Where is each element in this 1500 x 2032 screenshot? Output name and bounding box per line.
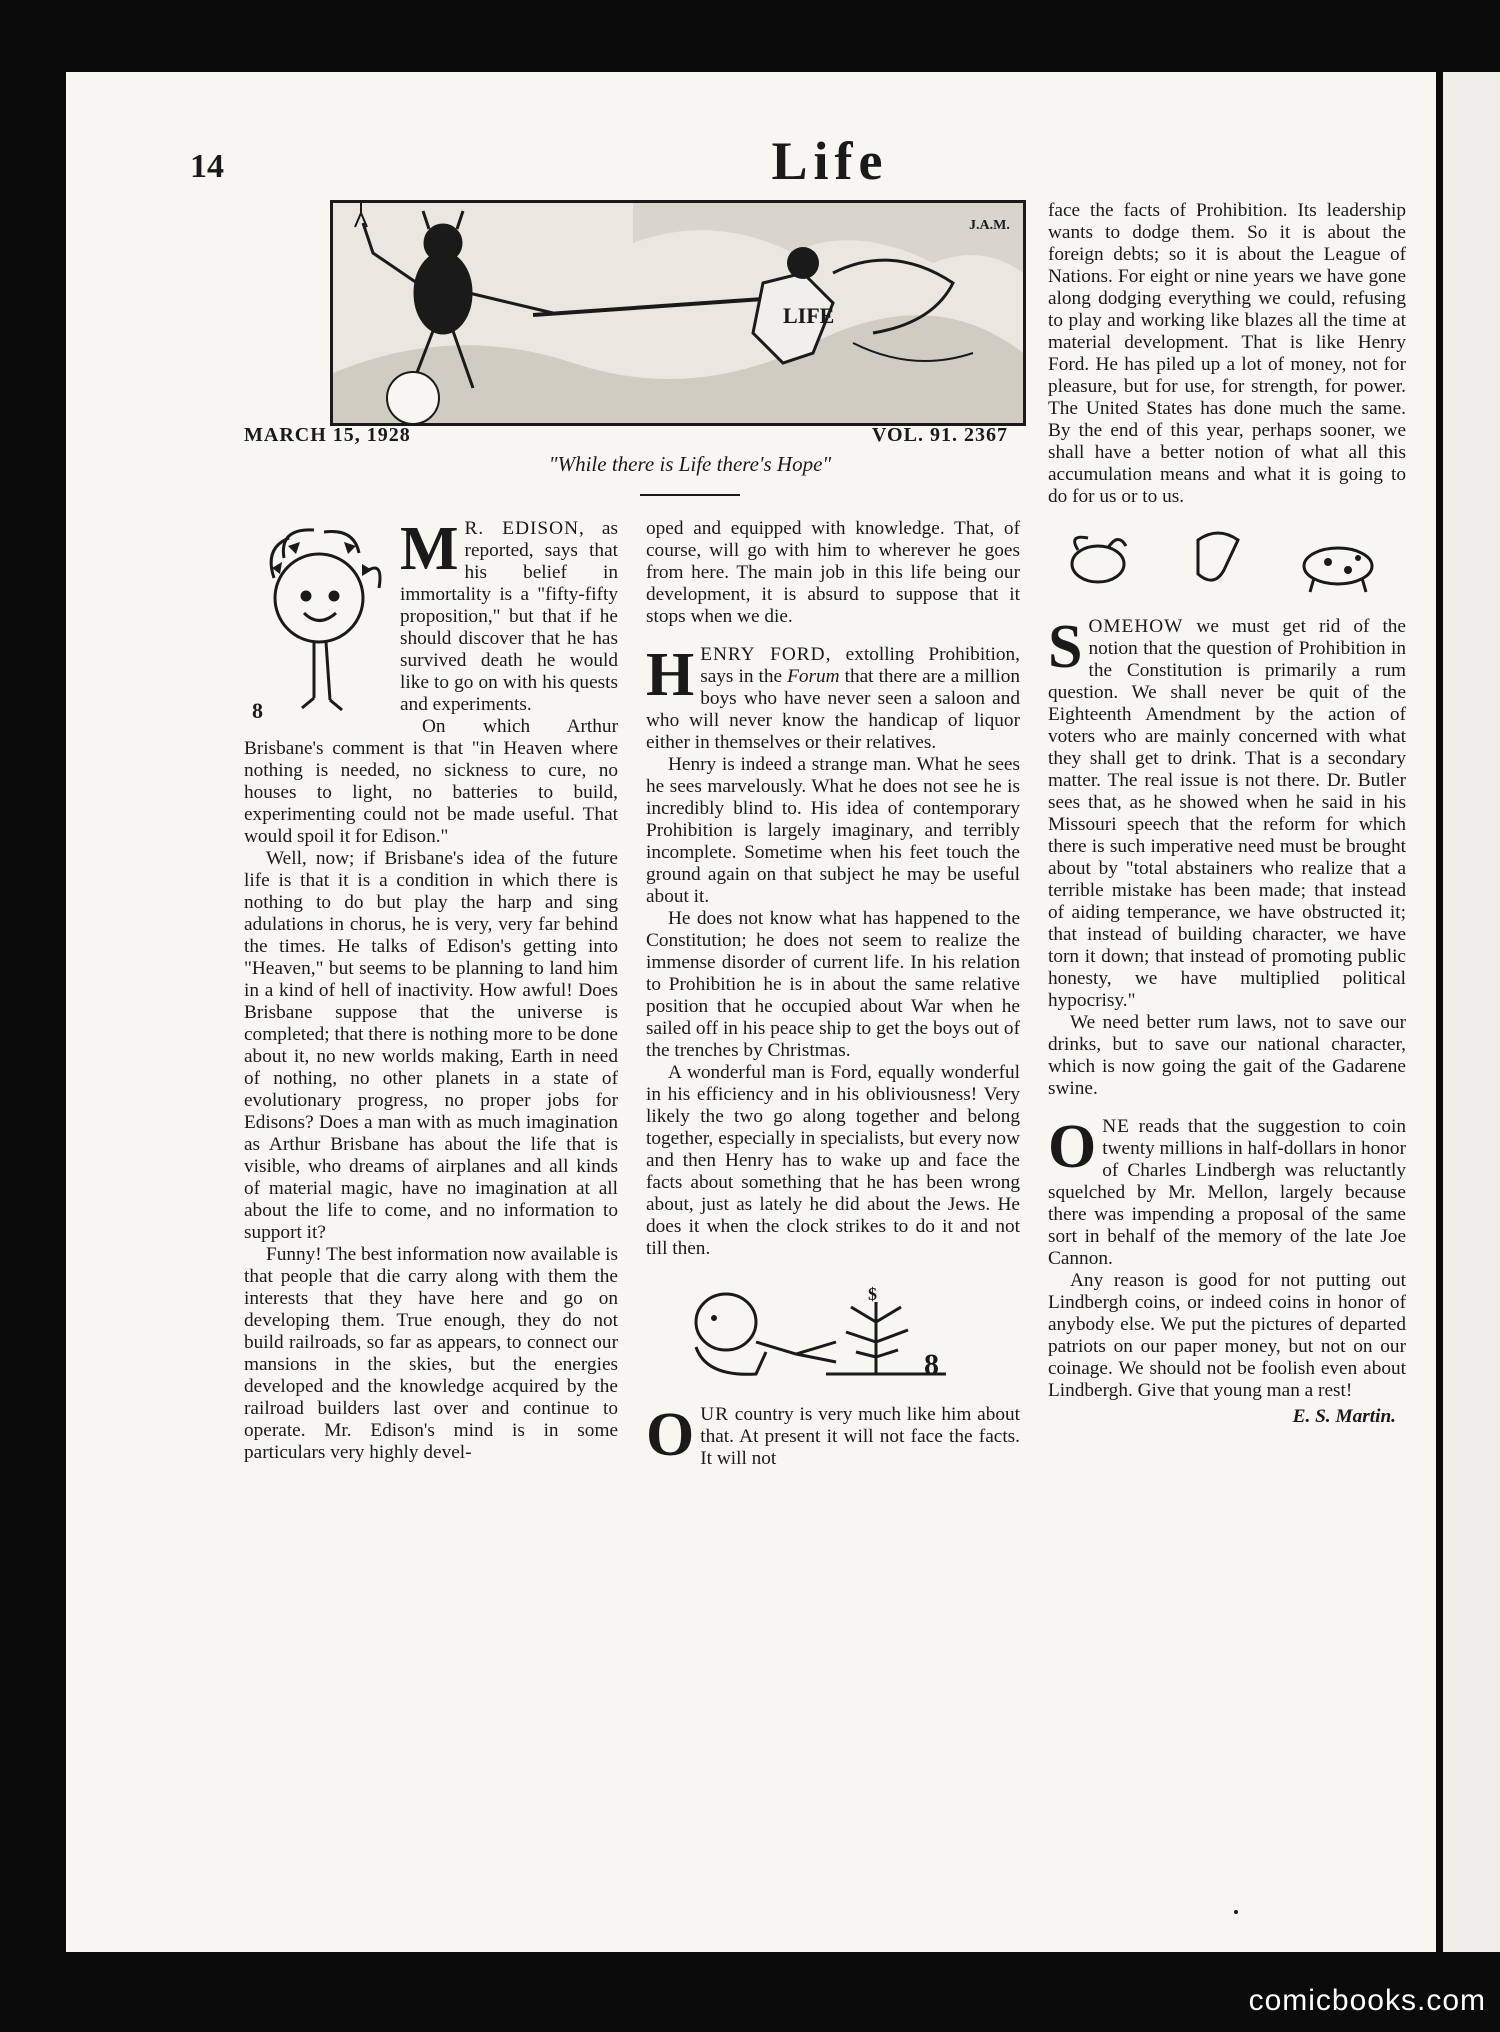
paragraph: as reported, says that his belief in immortality is a "fifty-fifty proposition," but that if he should discover that he has survived death he would like to go on with his quests and experiments. xyxy=(400,518,618,715)
dropcap: O xyxy=(646,1401,695,1469)
paragraph: We need better rum laws, not to save our drinks, but to save our national character, which is now going the gait of the Gadarene swine. xyxy=(1048,1012,1406,1099)
motto-divider xyxy=(640,494,740,496)
ink-speck xyxy=(1234,1910,1238,1914)
laurel-wreath-face-illustration xyxy=(244,518,394,733)
dropcap: O xyxy=(1048,1113,1097,1181)
devil-vs-life-knight-drawing xyxy=(333,203,1023,423)
dropcap: H xyxy=(646,641,695,709)
paragraph: that there are a million boys who have never seen a saloon and who will never know the handicap of liquor either in themselves or their relatives. xyxy=(646,666,1020,753)
column-1 xyxy=(244,515,618,1464)
paragraph: we must get rid of the notion that the question of Prohibition in the Constitution is primarily a rum question. We shall never be quit of the Eighteenth Amendment by the action of voters who are mainly concerned with what they shall get to drink. That is a secondary matter. The real issue is not there. Dr. Butler sees that, as he showed when he said in his Missouri speech that the reform for which there is such imperative need must be brought about by "total abstainers who realize that a terrible mistake has been made; that instead of aiding temperance, we have obstructed it; that instead of building character, we have torn it down; that instead of promoting public honesty, we have multiplied political hypocrisy." xyxy=(1048,616,1406,1011)
paragraph: face the facts of Prohibition. Its leadership wants to dodge them. So it is about the foreign debts; so it is about the League of Nations. For eight or nine years we have gone along dodging everything we could, refusing to play and working like blazes all the time at material development. That is like Henry Ford. He has piled up a lot of money, not for pleasure, but for use, for strength, for power. The United States has done much the same. By the end of this year, perhaps sooner, we shall have a better notion of what all this accumulation means and what it is going to do for us or to us. xyxy=(1048,200,1406,507)
paragraph: Well, now; if Brisbane's idea of the future life is that it is a condition in which there is nothing to do but play the harp and sing adulations in chorus, he is very, very far behind the times. He talks of Edison's getting into "Heaven," but seems to be planning to land him in a kind of hell of inactivity. How awful! Does Brisbane suppose that the universe is completed; that there is nothing more to be done about it, no new worlds making, Earth in need of nothing, no other planets in a state of evolutionary progress, no proper jobs for Edisons? Does a man with as much imagination as Arthur Brisbane has about the life that is visible, who dreams of airplanes and all kinds of material magic, have no imagination at all about the life to come, and no information to support it? xyxy=(244,848,618,1243)
column-2 xyxy=(646,518,1020,1470)
lead-in: UR xyxy=(700,1404,730,1425)
publication-name: Forum xyxy=(787,666,840,687)
lead-in: OMEHOW xyxy=(1088,616,1184,637)
shield-lettering: LIFE xyxy=(783,303,835,328)
page-number: 14 xyxy=(190,148,224,185)
artist-signature: J.A.M. xyxy=(969,218,1010,233)
paragraph: Any reason is good for not putting out Lindbergh coins, or indeed coins in honor of anybody else. We put the pictures of departed patriots on our paper money, but not on our coinage. We should not be foolish even about Lindbergh. Give that young man a rest! xyxy=(1048,1270,1406,1401)
lead-in: ENRY FORD, xyxy=(700,644,832,665)
lead-in: NE xyxy=(1102,1116,1130,1137)
motto: "While there is Life there's Hope" xyxy=(548,452,832,476)
masthead-title: Life xyxy=(771,131,889,191)
column-3 xyxy=(1048,200,1406,1428)
author-signature: E. S. Martin. xyxy=(1292,1406,1396,1427)
header-illustration xyxy=(330,200,1026,426)
paragraph: Funny! The best information now available is that people that die carry along with them the interests that they have here and go on developing them. True enough, they do not build railroads, so far as appears, to connect our mansions in the skies, but the energies developed and the knowledge acquired by the railroad builders last over and continue to operate. Mr. Edison's mind is in some particulars very highly devel- xyxy=(244,1244,618,1463)
paragraph: Henry is indeed a strange man. What he sees he sees marvelously. What he does not see he is incredibly blind to. His idea of contemporary Prohibition is largely imaginary, and terribly incomplete. Sometime when his feet touch the ground again on that subject he may be useful about it. xyxy=(646,754,1020,907)
volume-number: VOL. 91. 2367 xyxy=(872,424,1008,446)
issue-date: MARCH 15, 1928 xyxy=(244,424,411,446)
paragraph: A wonderful man is Ford, equally wonderful in his efficiency and in his obliviousness! Very likely the two go along together and belong together, especially in specialists, but every now and then Henry has to wake up and face the facts about something that he has been wrong about, just as lately he did about the Jews. He does it when the clock strikes to do it and not till then. xyxy=(646,1062,1020,1259)
watermark: comicbooks.com xyxy=(1248,1984,1486,2017)
paragraph: country is very much like him about that. At present it will not face the facts. It will not xyxy=(700,1404,1020,1469)
paragraph: reads that the suggestion to coin twenty millions in half-dollars in honor of Charles Lindbergh was reluctantly squelched by Mr. Mellon, largely because there was impending a proposal of the same sort in behalf of the memory of the late Joe Cannon. xyxy=(1048,1116,1406,1269)
paragraph: extolling Prohibition, says in the xyxy=(700,644,1020,687)
paragraph: He does not know what has happened to the Constitution; he does not seem to realize the immense disorder of current life. In his relation to Prohibition he is in about the same relative position that he occupied about War when he sailed off in his peace ship to get the boys out of the trenches by Christmas. xyxy=(646,908,1020,1061)
lead-in: R. EDISON, xyxy=(464,518,585,539)
svg-text:8: 8 xyxy=(924,1348,939,1381)
svg-text:8: 8 xyxy=(252,698,263,723)
paragraph: On which Arthur Brisbane's comment is that "in Heaven where nothing is needed, no sickness to cure, no houses to light, no batteries to build, experimenting could not be made useful. That would spoil it for Edison." xyxy=(244,716,618,847)
paragraph: oped and equipped with knowledge. That, of course, will go with him to wherever he goes from here. The main job in this life being our development, it is absurd to suppose that it stops when we die. xyxy=(646,518,1020,627)
adjacent-page-edge xyxy=(1443,72,1500,1952)
three-animals-illustration xyxy=(1048,526,1406,596)
svg-text:$: $ xyxy=(868,1284,877,1304)
dropcap: M xyxy=(400,515,459,583)
man-pruning-money-tree-illustration xyxy=(646,1282,1020,1382)
dropcap: S xyxy=(1048,613,1083,681)
